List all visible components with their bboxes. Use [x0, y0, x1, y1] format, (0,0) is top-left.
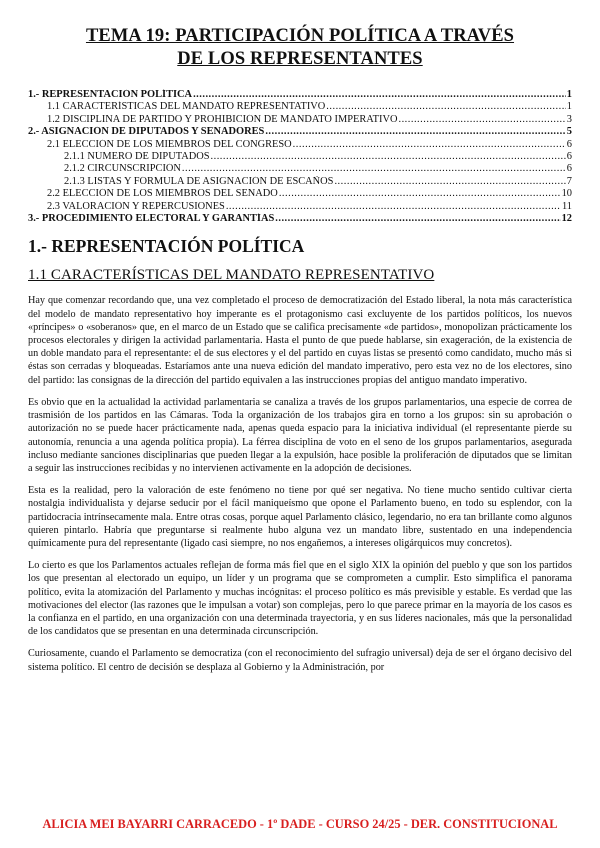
- toc-entry-page: 1: [566, 101, 572, 113]
- toc-leader: [226, 201, 561, 213]
- document-page: [28, 0, 572, 674]
- toc-entry-text: 2.1.2 CIRCUNSCRIPCIÓN: [64, 163, 181, 175]
- toc-entry[interactable]: [28, 176, 572, 188]
- toc-entry-page: 3: [566, 113, 572, 125]
- toc-entry-page: 10: [561, 188, 572, 200]
- table-of-contents: [28, 89, 572, 225]
- toc-entry[interactable]: [28, 201, 572, 213]
- toc-entry-page: 6: [566, 163, 572, 175]
- toc-entry-page: 5: [566, 126, 572, 138]
- toc-entry[interactable]: [28, 114, 572, 126]
- toc-entry[interactable]: [28, 151, 572, 163]
- document-title: [28, 25, 572, 71]
- toc-entry-text: 1.2 DISCIPLINA DE PARTIDO Y PROHIBICIÓN DE MANDATO IMPERATIVO: [47, 113, 398, 125]
- toc-leader: [265, 126, 565, 138]
- toc-entry[interactable]: [28, 89, 572, 101]
- toc-entry-page: 6: [566, 151, 572, 163]
- toc-entry-text: 1.1 CARACTERÍSTICAS DEL MANDATO REPRESENTATIVO: [47, 101, 326, 113]
- toc-entry-text: 2.1 ELECCIÓN DE LOS MIEMBROS DEL CONGRESO: [47, 138, 292, 150]
- toc-entry[interactable]: [28, 213, 572, 225]
- toc-entry-page: 1: [566, 89, 572, 100]
- toc-entry-text: 2.1.3 LISTAS Y FÓRMULA DE ASIGNACIÓN DE ESCAÑOS: [64, 175, 334, 187]
- toc-entry-text: 2.1.1 NÚMERO DE DIPUTADOS: [64, 151, 210, 163]
- body-paragraph: Es obvio que en la actualidad la actividad parlamentaria se canaliza a través de los grupos parlamentarios, una especie de correa de trasmisión de los partidos en las Cámaras. Toda la organización de los trabajos gira en torno a los grupos: sin su aprobación o autorización no se puede hacer prácticamente nada, apenas queda espacio para la iniciativa individual (el representante pierde su autonomía, renuncia a una agenda política propia). La férrea disciplina de voto en el seno de los grupos parlamentarios, asegurada incluso mediante sanciones disciplinarias que pueden llegar a la expulsión, hace posible la proliferación de diputados que se limitan a seguir las instrucciones recibidas y no intervienen activamente en la adopción de decisiones.: [28, 396, 572, 474]
- toc-entry[interactable]: [28, 126, 572, 138]
- section-heading: 1.- REPRESENTACIÓN POLÍTICA: [28, 236, 305, 257]
- subsection-heading: 1.1 CARACTERÍSTICAS DEL MANDATO REPRESENTATIVO: [28, 267, 435, 284]
- toc-leader: [211, 151, 566, 163]
- toc-leader: [326, 101, 566, 113]
- toc-entry-text: 2.3 VALORACIÓN Y REPERCUSIONES: [47, 200, 225, 212]
- toc-entry-text: 1.- REPRESENTACIÓN POLÍTICA: [28, 89, 193, 100]
- toc-leader: [293, 139, 566, 151]
- toc-entry-text: 3.- PROCEDIMIENTO ELECTORAL Y GARANTÍAS: [28, 213, 275, 225]
- body-paragraph: Lo cierto es que los Parlamentos actuales reflejan de forma más fiel que en el siglo XIX la opinión del pueblo y que son los partidos los que presentan al electorado un equipo, un líder y un programa que se comprometen a cumplir. Esto simplifica el panorama político, evita la atomización del Parlamento y muchas incógnitas: el proceso político es más previsible y estable. Es verdad que las motivaciones del elector (las razones que le impulsan a votar) son complejas, pero lo que parece primar en la mayoría de los casos es la confianza en el partido, en una organización con una determinada trayectoria, y en sus líderes nacionales, más que la personalidad de los candidatos que se presentan en una determinada circunscripción.: [28, 560, 572, 638]
- page-footer: ALICIA MEI BAYARRI CARRACEDO - 1º DADE - CURSO 24/25 - DER. CONSTITUCIONAL: [42, 817, 558, 831]
- toc-leader: [275, 213, 560, 225]
- toc-entry-page: 7: [566, 175, 572, 187]
- body-paragraph: Esta es la realidad, pero la valoración de este fenómeno no tiene por qué ser negativa. No tiene mucho sentido cultivar cierta nostalgia individualista y dejarse seducir por el fácil maniqueísmo que opone el Parlamento bueno, en todo su esplendor, con la partidocracia intrínsecamente mala. Entre otras cosas, porque aquel Parlamento clásico, legendario, no era tan brillante como algunos quieren pintarlo. Habría que preguntarse si realmente hubo alguna vez un mandato libre, sustentado en una independencia químicamente pura del representante (ligado casi siempre, no nos engañemos, a intereses oligárquicos muy concretos).: [28, 485, 572, 549]
- toc-entry[interactable]: [28, 139, 572, 151]
- toc-leader: [398, 114, 565, 126]
- toc-entry-text: 2.- ASIGNACIÓN DE DIPUTADOS Y SENADORES: [28, 126, 265, 138]
- toc-entry-page: 6: [566, 138, 572, 150]
- document-title-line-1: TEMA 19: PARTICIPACIÓN POLÍTICA A TRAVÉS: [85, 26, 515, 46]
- toc-leader: [182, 163, 566, 175]
- toc-entry-text: 2.2 ELECCIÓN DE LOS MIEMBROS DEL SENADO: [47, 188, 278, 200]
- body-paragraph: Hay que comenzar recordando que, una vez completado el proceso de democratización del Estado liberal, la nota más característica del modelo de mandato representativo hoy imperante es el protagonismo casi excluyente de los partidos políticos, los nuevos «príncipes» o «soberanos» que, en el marco de un Estado que se califica precisamente «de partidos», monopolizan prácticamente los procesos electorales y dirigen la actividad parlamentaria. Hasta el punto de que puede hablarse, sin exageración, de la existencia de un doble mandato para el representante: el de sus electores y el del partido en cuyas listas se presentó como candidato, mucho más si éstas son cerradas y bloqueadas. Estaríamos ante una nueva edición del mandato imperativo, pero esta vez no de los electores, sino del partido: las consignas de la dirección del partido equivalen a las instrucciones propias del antiguo mandato imperativo.: [28, 295, 572, 386]
- toc-leader: [279, 188, 561, 200]
- toc-entry-page: 11: [561, 200, 572, 212]
- body-paragraph: Curiosamente, cuando el Parlamento se democratiza (con el reconocimiento del sufragio universal) deja de ser el órgano decisivo del sistema político. El centro de decisión se desplaza al Gobierno y la Administración, por: [28, 648, 572, 673]
- toc-leader: [193, 89, 566, 101]
- toc-leader: [334, 176, 565, 188]
- toc-entry[interactable]: [28, 101, 572, 113]
- toc-entry-page: 12: [561, 213, 572, 225]
- toc-entry[interactable]: [28, 188, 572, 200]
- toc-entry[interactable]: [28, 163, 572, 175]
- document-title-line-2: DE LOS REPRESENTANTES: [177, 49, 423, 69]
